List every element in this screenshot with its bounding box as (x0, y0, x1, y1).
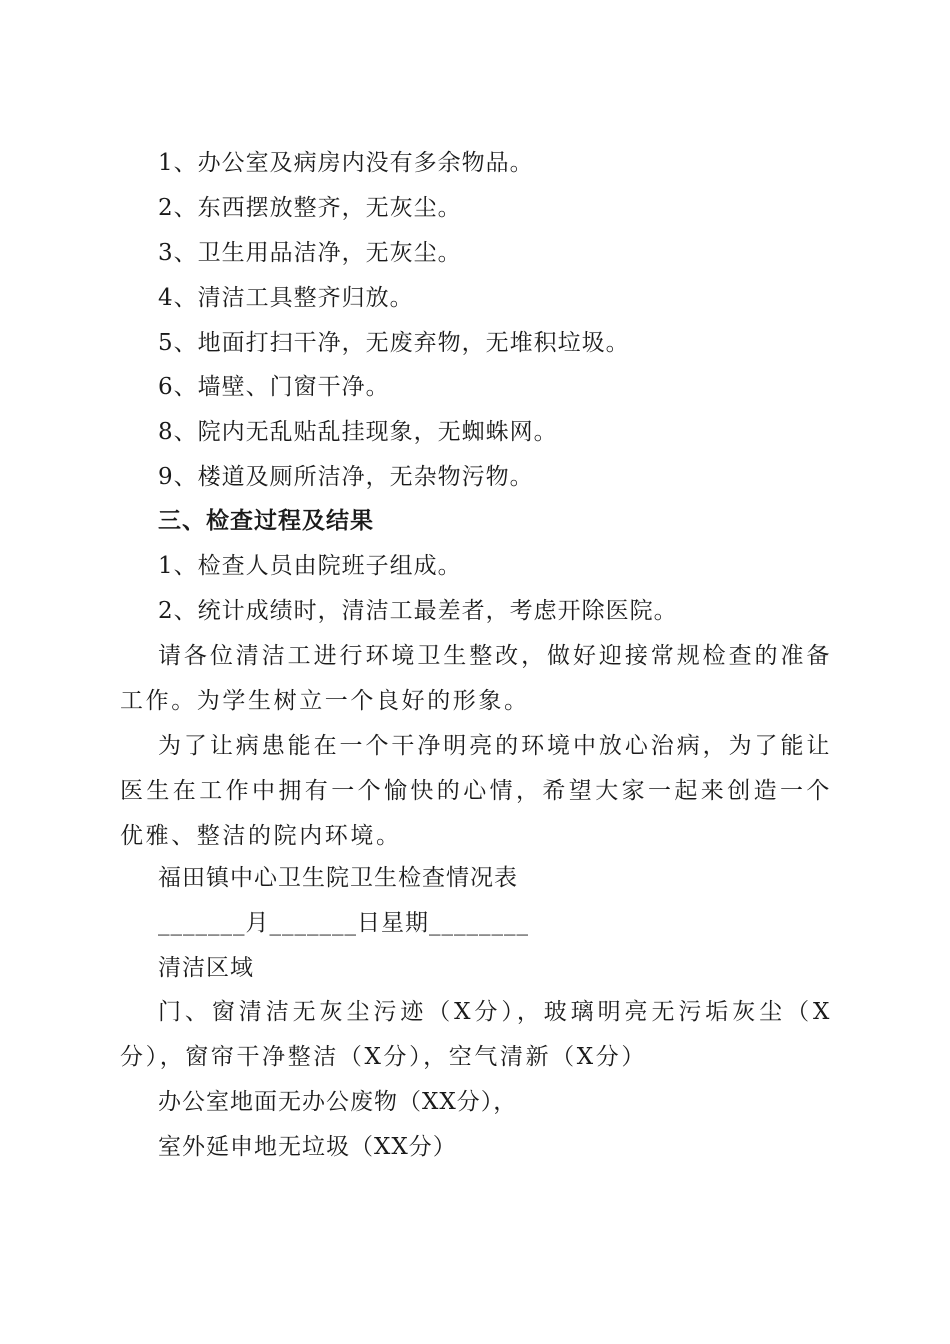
criteria-office-floor: 办公室地面无办公废物（XX分）， (158, 1089, 518, 1115)
list-item: 8、院内无乱贴乱挂现象，无蜘蛛网。 (158, 419, 558, 445)
list-item: 5、地面打扫干净，无废弃物，无堆积垃圾。 (158, 330, 630, 356)
list-item: 2、统计成绩时，清洁工最差者，考虑开除医院。 (158, 598, 678, 624)
table-title: 福田镇中心卫生院卫生检查情况表 (158, 865, 518, 891)
area-label: 清洁区域 (158, 955, 254, 981)
list-item: 6、墙壁、门窗干净。 (158, 374, 390, 400)
criteria-doors-windows: 门、窗清洁无灰尘污迹（X分），玻璃明亮无污垢灰尘（X分），窗帘干净整洁（X分），空气清新（X分） (120, 999, 832, 1070)
list-item: 9、楼道及厕所洁净，无杂物污物。 (158, 464, 534, 490)
paragraph-environment: 为了让病患能在一个干净明亮的环境中放心治病，为了能让医生在工作中拥有一个愉快的心情，希望大家一起来创造一个优雅、整洁的院内环境。 (120, 733, 832, 849)
date-line: _______月_______日星期________ (158, 910, 529, 936)
section-heading: 三、检查过程及结果 (158, 508, 374, 534)
list-item: 3、卫生用品洁净，无灰尘。 (158, 240, 462, 266)
list-item: 1、检查人员由院班子组成。 (158, 553, 462, 579)
list-item: 1、办公室及病房内没有多余物品。 (158, 150, 534, 176)
criteria-outdoor: 室外延申地无垃圾（XX分） (158, 1134, 457, 1160)
list-item: 2、东西摆放整齐，无灰尘。 (158, 195, 462, 221)
paragraph-rectification: 请各位清洁工进行环境卫生整改，做好迎接常规检查的准备工作。为学生树立一个良好的形象。 (120, 643, 832, 714)
list-item: 4、清洁工具整齐归放。 (158, 285, 414, 311)
